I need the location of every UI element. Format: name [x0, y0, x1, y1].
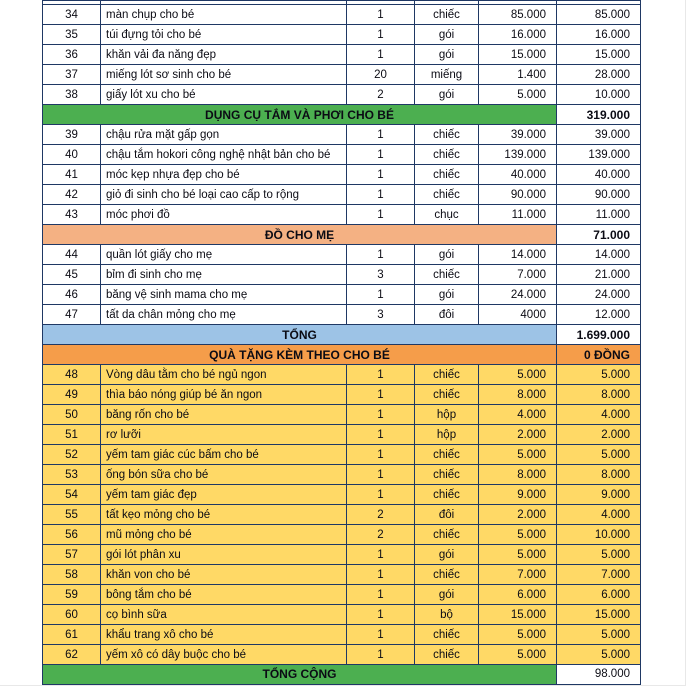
cell-unit: chiếc — [415, 565, 479, 585]
cell-qty: 1 — [347, 245, 415, 265]
cell-total: 4.000 — [557, 505, 641, 525]
cell-total: 28.000 — [557, 65, 641, 85]
cell-total: 8.000 — [557, 385, 641, 405]
cell-total: 2.000 — [557, 425, 641, 445]
cell-unit: hộp — [415, 405, 479, 425]
cell-qty: 1 — [347, 185, 415, 205]
cell-unit: gói — [415, 585, 479, 605]
cell-no: 47 — [43, 305, 101, 325]
cell-name: bỉm đi sinh cho mẹ — [101, 265, 347, 285]
item-row — [43, 485, 641, 505]
cell-qty: 1 — [347, 625, 415, 645]
section-total: 0 ĐỒNG — [557, 345, 641, 365]
cell-qty: 1 — [347, 205, 415, 225]
cell-name: chậu rửa mặt gấp gọn — [101, 125, 347, 145]
item-row — [43, 5, 641, 25]
cell-total: 5.000 — [557, 625, 641, 645]
cell-unit: chiếc — [415, 185, 479, 205]
cell-price: 5.000 — [479, 365, 557, 385]
cell-name: tất da chân mỏng cho mẹ — [101, 305, 347, 325]
item-row — [43, 465, 641, 485]
cell-no: 62 — [43, 645, 101, 665]
cell-name: Vòng dâu tằm cho bé ngủ ngon — [101, 365, 347, 385]
cell-qty: 1 — [347, 385, 415, 405]
cell-name: yếm xô có dây buộc cho bé — [101, 645, 347, 665]
cell-no: 38 — [43, 85, 101, 105]
cell-name: khăn von cho bé — [101, 565, 347, 585]
cell-no: 55 — [43, 505, 101, 525]
cell-total: 85.000 — [557, 5, 641, 25]
cell-total: 11.000 — [557, 205, 641, 225]
item-row — [43, 525, 641, 545]
cell-price: 1.400 — [479, 65, 557, 85]
cell-unit: chiếc — [415, 445, 479, 465]
cell-no: 46 — [43, 285, 101, 305]
cell-unit: hộp — [415, 425, 479, 445]
cell-price: 39.000 — [479, 125, 557, 145]
item-row — [43, 545, 641, 565]
cell-no: 56 — [43, 525, 101, 545]
cell-qty: 2 — [347, 525, 415, 545]
cell-total: 21.000 — [557, 265, 641, 285]
item-row — [43, 145, 641, 165]
cell-no: 39 — [43, 125, 101, 145]
cell-name: khăn vải đa năng đẹp — [101, 45, 347, 65]
cell-price: 24.000 — [479, 285, 557, 305]
cell-qty: 1 — [347, 125, 415, 145]
cell-unit: chiếc — [415, 625, 479, 645]
cell-price: 5.000 — [479, 445, 557, 465]
cell-unit: chiếc — [415, 645, 479, 665]
cell-price: 16.000 — [479, 25, 557, 45]
cell-qty: 1 — [347, 165, 415, 185]
cell-name: bông tắm cho bé — [101, 585, 347, 605]
item-row — [43, 265, 641, 285]
cell-no: 48 — [43, 365, 101, 385]
section-label: ĐỒ CHO MẸ — [43, 225, 557, 245]
cell-unit: gói — [415, 25, 479, 45]
cell-qty: 1 — [347, 445, 415, 465]
cell-price: 4.000 — [479, 405, 557, 425]
cell-unit: bộ — [415, 605, 479, 625]
section-row — [43, 105, 641, 125]
cell-total: 16.000 — [557, 25, 641, 45]
item-row — [43, 385, 641, 405]
cell-no: 60 — [43, 605, 101, 625]
cell-no: 50 — [43, 405, 101, 425]
cell-unit: chiếc — [415, 5, 479, 25]
cell-no: 49 — [43, 385, 101, 405]
cell-unit: miếng — [415, 65, 479, 85]
item-row — [43, 285, 641, 305]
cell-name: yếm tam giác đẹp — [101, 485, 347, 505]
item-row — [43, 185, 641, 205]
cell-qty: 1 — [347, 585, 415, 605]
cell-no: 34 — [43, 5, 101, 25]
cell-no: 57 — [43, 545, 101, 565]
cell-no: 41 — [43, 165, 101, 185]
cell-total: 5.000 — [557, 545, 641, 565]
cell-price: 4000 — [479, 305, 557, 325]
cell-no: 44 — [43, 245, 101, 265]
cell-price: 5.000 — [479, 525, 557, 545]
item-row — [43, 85, 641, 105]
cell-name: yếm tam giác cúc bấm cho bé — [101, 445, 347, 465]
cell-price: 6.000 — [479, 585, 557, 605]
cell-name: tất kẹo mỏng cho bé — [101, 505, 347, 525]
cell-price: 7.000 — [479, 565, 557, 585]
item-row — [43, 405, 641, 425]
cell-qty: 1 — [347, 565, 415, 585]
cell-name: rơ lưỡi — [101, 425, 347, 445]
item-row — [43, 125, 641, 145]
cell-unit: gói — [415, 85, 479, 105]
cell-price: 9.000 — [479, 485, 557, 505]
cell-name: màn chụp cho bé — [101, 5, 347, 25]
section-label: DỤNG CỤ TẮM VÀ PHƠI CHO BÉ — [43, 105, 557, 125]
section-total: 98.000 — [557, 665, 641, 685]
cell-unit: chiếc — [415, 465, 479, 485]
cell-qty: 1 — [347, 485, 415, 505]
cell-no: 42 — [43, 185, 101, 205]
table-body — [43, 1, 641, 685]
item-row — [43, 25, 641, 45]
item-row — [43, 365, 641, 385]
cell-total: 15.000 — [557, 605, 641, 625]
item-row — [43, 625, 641, 645]
section-row — [43, 225, 641, 245]
cell-price: 2.000 — [479, 425, 557, 445]
item-row — [43, 445, 641, 465]
cell-price: 7.000 — [479, 265, 557, 285]
section-total: 1.699.000 — [557, 325, 641, 345]
cell-total: 14.000 — [557, 245, 641, 265]
cell-price: 14.000 — [479, 245, 557, 265]
cell-price: 40.000 — [479, 165, 557, 185]
item-row — [43, 425, 641, 445]
section-label: QUÀ TẶNG KÈM THEO CHO BÉ — [43, 345, 557, 365]
cell-name: gói lót phân xu — [101, 545, 347, 565]
cell-name: ống bón sữa cho bé — [101, 465, 347, 485]
section-row — [43, 325, 641, 345]
cell-qty: 1 — [347, 425, 415, 445]
cell-name: mũ mỏng cho bé — [101, 525, 347, 545]
cell-unit: gói — [415, 45, 479, 65]
cell-price: 8.000 — [479, 465, 557, 485]
cell-price: 139.000 — [479, 145, 557, 165]
item-row — [43, 65, 641, 85]
section-total: 71.000 — [557, 225, 641, 245]
cell-qty: 1 — [347, 605, 415, 625]
cell-no: 51 — [43, 425, 101, 445]
cell-qty: 1 — [347, 405, 415, 425]
cell-unit: chiếc — [415, 125, 479, 145]
cell-price: 5.000 — [479, 625, 557, 645]
cell-price: 85.000 — [479, 5, 557, 25]
cell-price: 5.000 — [479, 645, 557, 665]
cell-no: 45 — [43, 265, 101, 285]
cell-total: 39.000 — [557, 125, 641, 145]
cell-no: 53 — [43, 465, 101, 485]
cell-unit: chiếc — [415, 165, 479, 185]
cell-qty: 1 — [347, 145, 415, 165]
cell-unit: chiếc — [415, 385, 479, 405]
cell-qty: 3 — [347, 305, 415, 325]
item-row — [43, 205, 641, 225]
cell-no: 52 — [43, 445, 101, 465]
cell-name: khẩu trang xô cho bé — [101, 625, 347, 645]
cell-name: miếng lót sơ sinh cho bé — [101, 65, 347, 85]
cell-name: cọ bình sữa — [101, 605, 347, 625]
cell-qty: 1 — [347, 365, 415, 385]
section-row — [43, 345, 641, 365]
cell-no: 43 — [43, 205, 101, 225]
section-label: TỔNG — [43, 325, 557, 345]
cell-total: 90.000 — [557, 185, 641, 205]
cell-name: quần lót giấy cho mẹ — [101, 245, 347, 265]
cell-qty: 20 — [347, 65, 415, 85]
cell-name: móc kẹp nhựa đẹp cho bé — [101, 165, 347, 185]
cell-qty: 1 — [347, 285, 415, 305]
price-list-table — [42, 0, 641, 686]
cell-name: túi đựng tỏi cho bé — [101, 25, 347, 45]
cell-no: 40 — [43, 145, 101, 165]
cell-unit: gói — [415, 285, 479, 305]
item-row — [43, 45, 641, 65]
cell-price: 8.000 — [479, 385, 557, 405]
cell-price: 2.000 — [479, 505, 557, 525]
cell-no: 59 — [43, 585, 101, 605]
cell-name: móc phơi đồ — [101, 205, 347, 225]
cell-name: băng rốn cho bé — [101, 405, 347, 425]
cell-no: 54 — [43, 485, 101, 505]
cell-total: 7.000 — [557, 565, 641, 585]
cell-total: 5.000 — [557, 365, 641, 385]
cell-unit: chiếc — [415, 145, 479, 165]
cell-total: 24.000 — [557, 285, 641, 305]
cell-qty: 3 — [347, 265, 415, 285]
cell-unit: chiếc — [415, 265, 479, 285]
cell-unit: chiếc — [415, 365, 479, 385]
item-row — [43, 305, 641, 325]
cell-total: 5.000 — [557, 445, 641, 465]
cell-name: băng vệ sinh mama cho mẹ — [101, 285, 347, 305]
item-row — [43, 245, 641, 265]
cell-qty: 2 — [347, 505, 415, 525]
cell-name: giỏ đi sinh cho bé loại cao cấp to rộng — [101, 185, 347, 205]
section-label: TỔNG CỘNG — [43, 665, 557, 685]
cell-unit: gói — [415, 545, 479, 565]
cell-no: 58 — [43, 565, 101, 585]
cell-total: 12.000 — [557, 305, 641, 325]
cell-total: 8.000 — [557, 465, 641, 485]
section-row — [43, 665, 641, 685]
cell-total: 10.000 — [557, 85, 641, 105]
cell-qty: 1 — [347, 5, 415, 25]
cell-no: 35 — [43, 25, 101, 45]
cell-total: 6.000 — [557, 585, 641, 605]
item-row — [43, 565, 641, 585]
item-row — [43, 645, 641, 665]
cell-name: chậu tắm hokori công nghệ nhật bản cho bé — [101, 145, 347, 165]
cell-qty: 1 — [347, 645, 415, 665]
cell-total: 139.000 — [557, 145, 641, 165]
cell-qty: 2 — [347, 85, 415, 105]
cell-total: 10.000 — [557, 525, 641, 545]
cell-qty: 1 — [347, 45, 415, 65]
cell-no: 37 — [43, 65, 101, 85]
cell-name: thìa báo nóng giúp bé ăn ngon — [101, 385, 347, 405]
cell-total: 4.000 — [557, 405, 641, 425]
cell-price: 5.000 — [479, 85, 557, 105]
section-total: 319.000 — [557, 105, 641, 125]
item-row — [43, 505, 641, 525]
cell-price: 90.000 — [479, 185, 557, 205]
cell-price: 11.000 — [479, 205, 557, 225]
cell-price: 5.000 — [479, 545, 557, 565]
cell-unit: đôi — [415, 305, 479, 325]
cell-total: 40.000 — [557, 165, 641, 185]
cell-total: 15.000 — [557, 45, 641, 65]
cell-qty: 1 — [347, 465, 415, 485]
cell-qty: 1 — [347, 25, 415, 45]
cell-unit: chiếc — [415, 485, 479, 505]
cell-no: 36 — [43, 45, 101, 65]
cell-total: 9.000 — [557, 485, 641, 505]
cell-qty: 1 — [347, 545, 415, 565]
item-row — [43, 585, 641, 605]
cell-unit: gói — [415, 245, 479, 265]
cell-unit: chiếc — [415, 525, 479, 545]
cell-name: giấy lót xu cho bé — [101, 85, 347, 105]
cell-unit: đôi — [415, 505, 479, 525]
item-row — [43, 165, 641, 185]
item-row — [43, 605, 641, 625]
cell-total: 5.000 — [557, 645, 641, 665]
cell-unit: chục — [415, 205, 479, 225]
cell-no: 61 — [43, 625, 101, 645]
cell-price: 15.000 — [479, 605, 557, 625]
cell-price: 15.000 — [479, 45, 557, 65]
